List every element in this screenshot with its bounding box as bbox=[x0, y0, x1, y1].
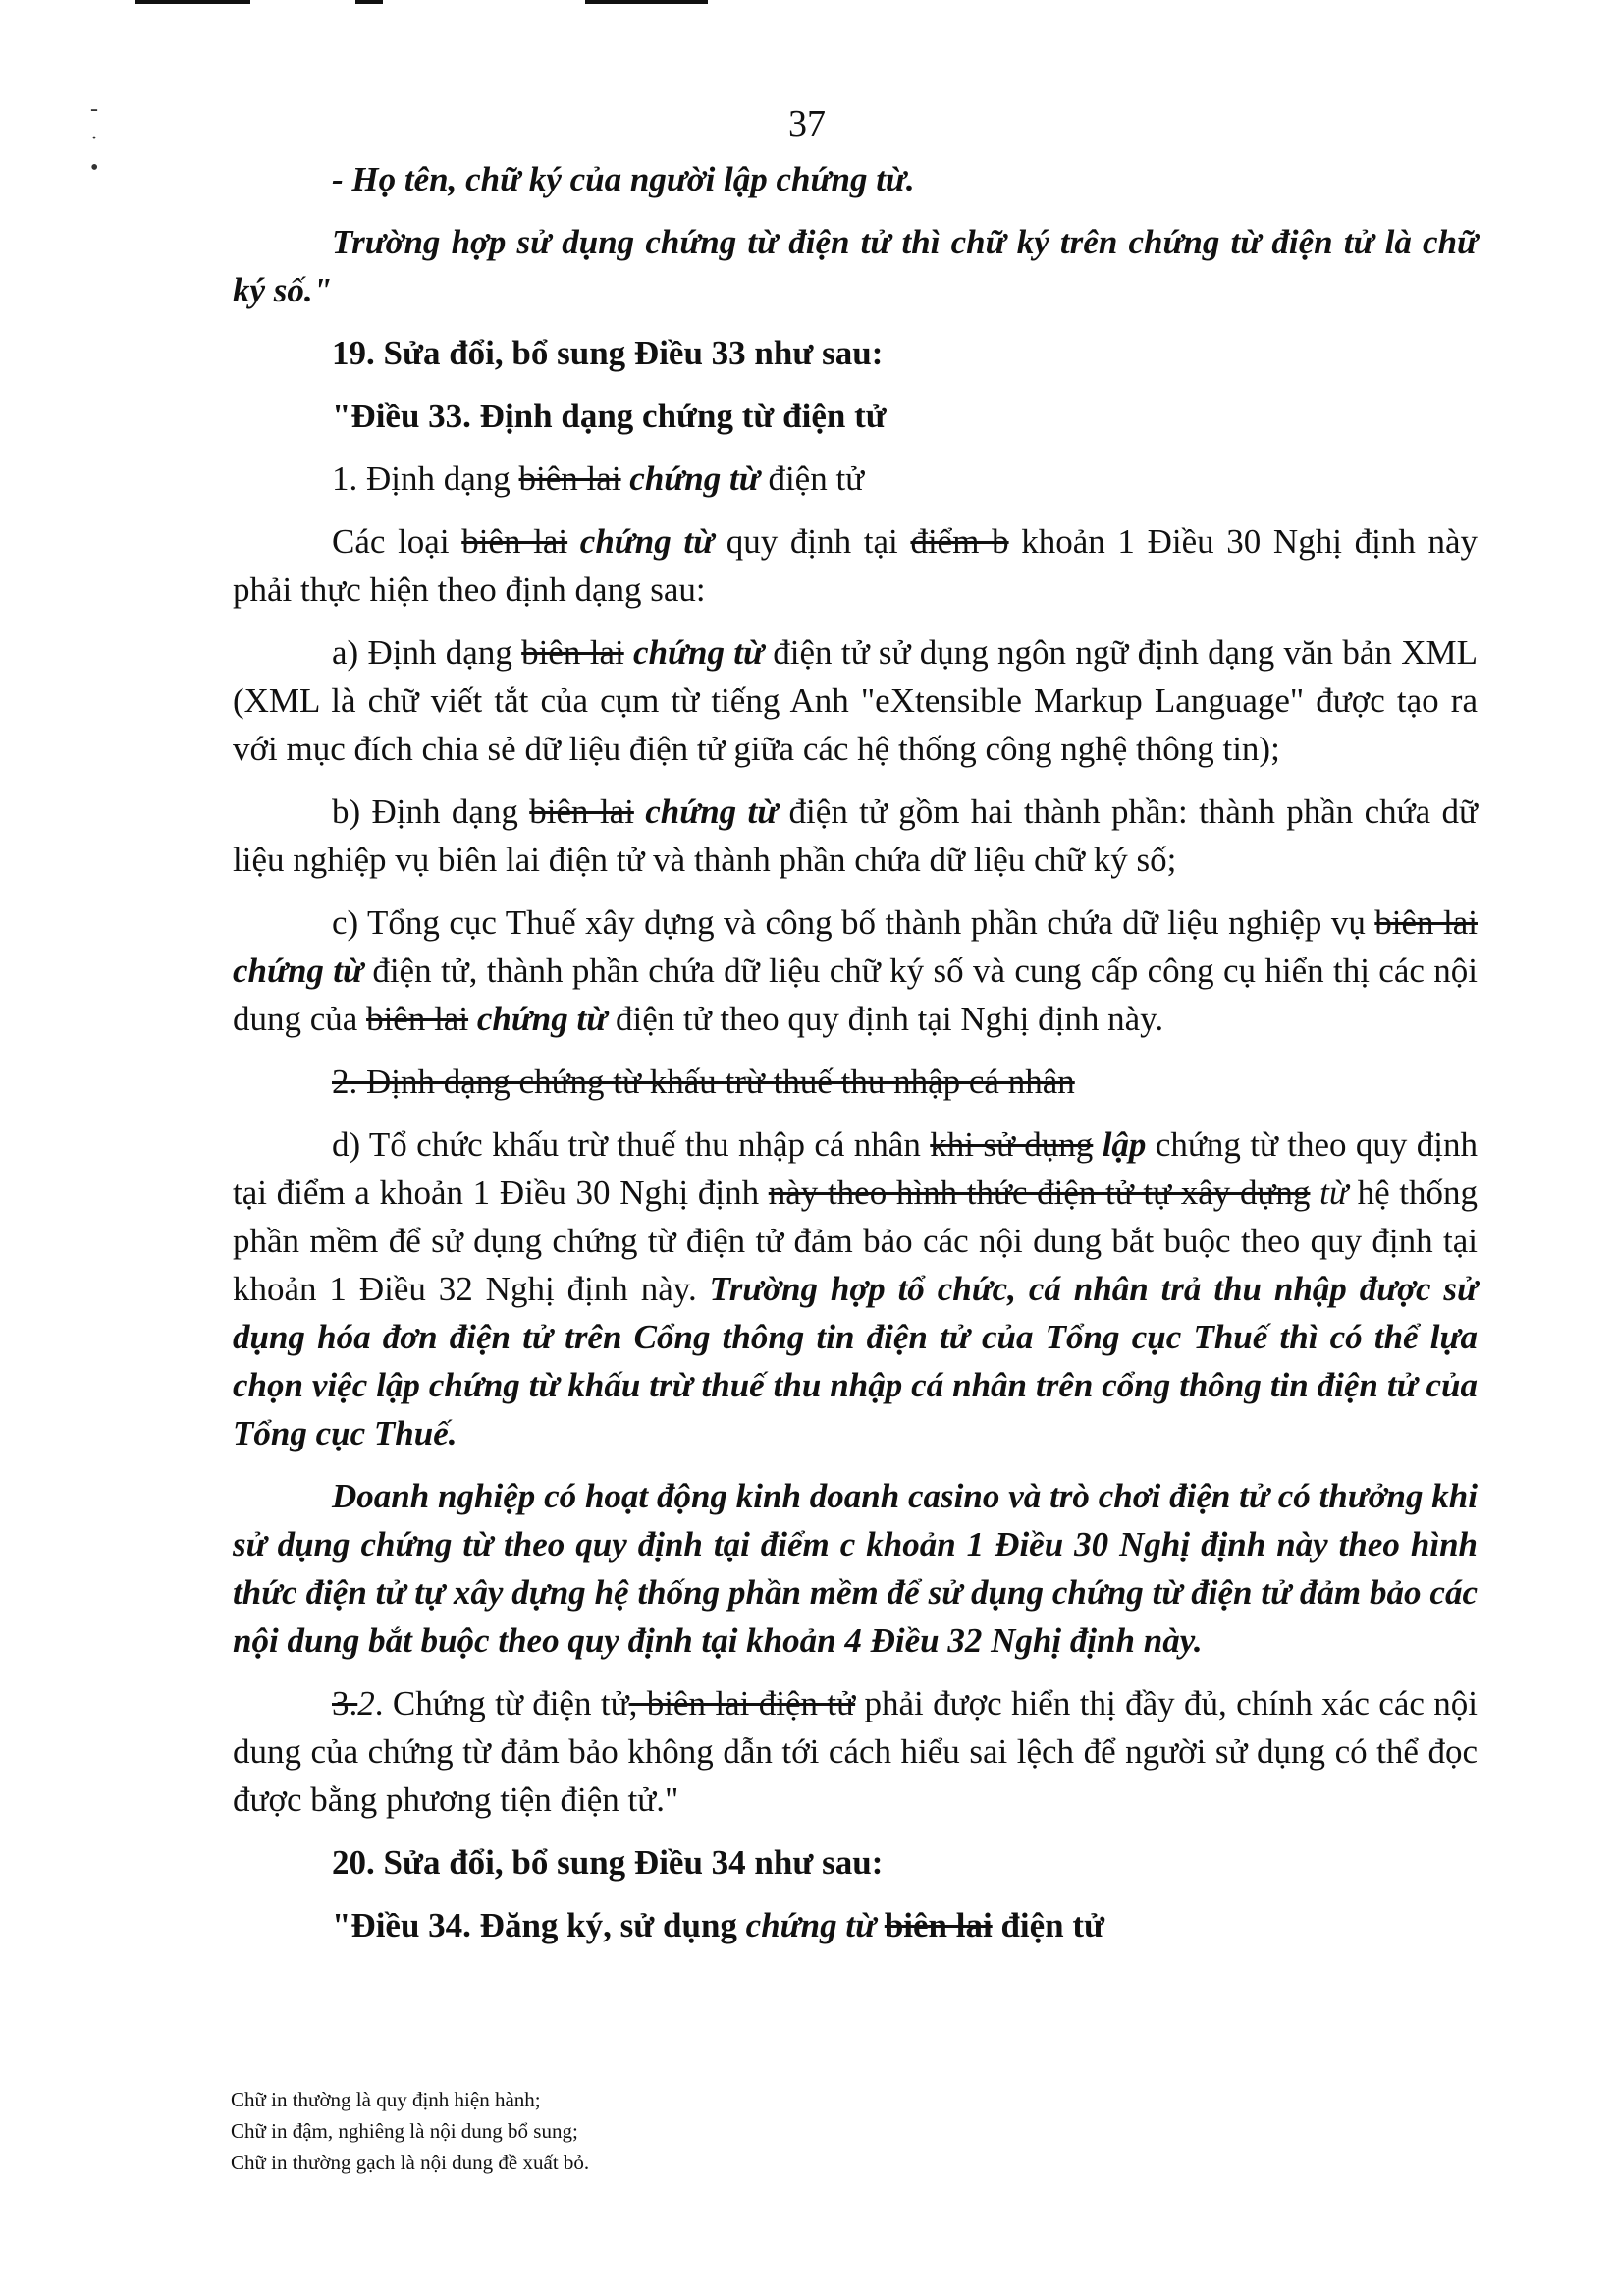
added-text: lập bbox=[1102, 1125, 1147, 1164]
text-run: b) Định dạng bbox=[332, 793, 530, 831]
struck-text: biên lai bbox=[1374, 903, 1478, 942]
text-run: điện tử bbox=[992, 1906, 1105, 1944]
top-rule-3 bbox=[585, 0, 708, 4]
paragraph bbox=[233, 1472, 1478, 1665]
margin-mark: - bbox=[90, 96, 98, 122]
text-run: . Chứng từ điện tử bbox=[374, 1684, 629, 1722]
section-heading bbox=[233, 1838, 1478, 1886]
document-body bbox=[233, 155, 1478, 1964]
legend-item-added: Chữ in đậm, nghiêng là nội dung bổ sung; bbox=[231, 2119, 578, 2143]
text-run bbox=[876, 1906, 885, 1944]
legend bbox=[231, 2084, 589, 2178]
text-run: điện tử bbox=[759, 460, 865, 498]
struck-text: , biên lai điện tử bbox=[628, 1684, 856, 1722]
added-text: Trường hợp tổ chức, cá nhân trả thu nhập được sử dụng hóa đơn điện tử trên Cổng thông tin điện tử của Tổng cục Thuế thì có thể lựa chọn việc lập chứng từ khấu trừ thuế thu nhập cá nhân trên cổng thông tin điện tử của Tổng cục Thuế. bbox=[233, 1270, 1478, 1452]
paragraph bbox=[233, 155, 1478, 203]
text-run: Các loại bbox=[332, 522, 462, 561]
struck-text: biên lai bbox=[518, 460, 621, 498]
paragraph bbox=[233, 455, 1478, 503]
paragraph bbox=[233, 788, 1478, 884]
legend-item-current: Chữ in thường là quy định hiện hành; bbox=[231, 2088, 541, 2111]
paragraph bbox=[233, 518, 1478, 614]
text-run: quy định tại bbox=[714, 522, 911, 561]
added-text: chứng từ bbox=[476, 1000, 608, 1038]
struck-text: biên lai bbox=[521, 633, 624, 672]
paragraph bbox=[233, 1058, 1478, 1106]
margin-mark: • bbox=[90, 155, 99, 181]
legend-item-removed: Chữ in thường gạch là nội dung đề xuất bỏ. bbox=[231, 2151, 590, 2174]
added-text: chứng từ bbox=[579, 522, 715, 561]
added-text: Doanh nghiệp có hoạt động kinh doanh casino và trò chơi điện tử có thưởng khi sử dụng chứng từ theo quy định tại điểm c khoản 1 Điều 30 Nghị định này theo hình thức điện tử tự xây dựng hệ thống phần mềm để sử dụng chứng từ điện tử đảm bảo các nội dung bắt buộc theo quy định tại khoản 4 Điều 32 Nghị định này. bbox=[233, 1477, 1478, 1660]
paragraph bbox=[233, 1121, 1478, 1457]
text-run: khoản 1 Điều 30 Nghị định này phải thực hiện theo định dạng sau: bbox=[233, 522, 1479, 609]
added-text: chứng từ bbox=[645, 793, 779, 831]
top-rule-1 bbox=[134, 0, 250, 4]
paragraph bbox=[233, 899, 1478, 1043]
added-text: - Họ tên, chữ ký của người lập chứng từ. bbox=[332, 160, 915, 198]
section-heading bbox=[233, 392, 1478, 440]
text-run: 19. Sửa đổi, bổ sung Điều 33 như sau: bbox=[332, 334, 884, 372]
struck-text: biên lai bbox=[366, 1000, 469, 1038]
section-heading bbox=[233, 1901, 1478, 1949]
text-run bbox=[634, 793, 645, 831]
text-run bbox=[624, 633, 633, 672]
paragraph bbox=[233, 1679, 1478, 1824]
top-rule-2 bbox=[355, 0, 383, 4]
text-run: điện tử theo quy định tại Nghị định này. bbox=[607, 1000, 1164, 1038]
section-heading bbox=[233, 329, 1478, 377]
text-run: d) Tổ chức khấu trừ thuế thu nhập cá nhân bbox=[332, 1125, 931, 1164]
added-text: chứng từ bbox=[233, 952, 363, 990]
text-run bbox=[567, 522, 580, 561]
text-run: điện tử, thành phần chứa dữ liệu chữ ký số và cung cấp công cụ hiển thị các nội dung của bbox=[233, 952, 1478, 1038]
text-run: hệ thống phần mềm để sử dụng chứng từ điện tử đảm bảo các nội dung bắt buộc theo quy định tại khoản 1 Điều 32 Nghị định này. bbox=[233, 1174, 1479, 1308]
struck-text: biên lai bbox=[529, 793, 634, 831]
struck-text: điểm b bbox=[910, 522, 1009, 561]
added-text: chứng từ bbox=[629, 460, 760, 498]
text-run: "Điều 33. Định dạng chứng từ điện tử bbox=[332, 397, 887, 435]
text-run bbox=[1093, 1125, 1102, 1164]
text-run: từ bbox=[1319, 1174, 1348, 1212]
struck-text: này theo hình thức điện tử tự xây dựng bbox=[768, 1174, 1311, 1212]
added-text: chứng từ bbox=[633, 633, 764, 672]
margin-mark: · bbox=[90, 126, 98, 151]
page-number: 37 bbox=[788, 103, 826, 144]
struck-text: khi sử dụng bbox=[930, 1125, 1094, 1164]
text-run bbox=[621, 460, 630, 498]
text-run bbox=[468, 1000, 477, 1038]
struck-text: biên lai bbox=[461, 522, 568, 561]
paragraph bbox=[233, 629, 1478, 773]
text-run: điện tử gồm hai thành phần: thành phần chứa dữ liệu nghiệp vụ biên lai điện tử và thành phần chứa dữ liệu chữ ký số; bbox=[233, 793, 1478, 879]
text-run: "Điều 34. Đăng ký, sử dụng bbox=[332, 1906, 746, 1944]
text-run: 1. Định dạng bbox=[332, 460, 519, 498]
struck-text: 3. bbox=[332, 1684, 358, 1722]
text-run: 2 bbox=[357, 1684, 375, 1722]
struck-text: biên lai bbox=[884, 1906, 993, 1944]
added-text: Trường hợp sử dụng chứng từ điện tử thì chữ ký trên chứng từ điện tử là chữ ký số." bbox=[233, 223, 1478, 309]
struck-text: 2. Định dạng chứng từ khấu trừ thuế thu nhập cá nhân bbox=[332, 1063, 1075, 1101]
text-run: a) Định dạng bbox=[332, 633, 522, 672]
text-run: chứng từ bbox=[745, 1906, 877, 1944]
text-run: c) Tổng cục Thuế xây dựng và công bố thành phần chứa dữ liệu nghiệp vụ bbox=[332, 903, 1375, 942]
text-run: 20. Sửa đổi, bổ sung Điều 34 như sau: bbox=[332, 1843, 884, 1882]
text-run: phải được hiển thị đầy đủ, chính xác các nội dung của chứng từ đảm bảo không dẫn tới cách hiểu sai lệch để người sử dụng có thể đọc được bằng phương tiện điện tử." bbox=[233, 1684, 1479, 1819]
text-run bbox=[1310, 1174, 1319, 1212]
text-run: chứng từ theo quy định tại điểm a khoản 1 Điều 30 Nghị định bbox=[233, 1125, 1479, 1212]
paragraph bbox=[233, 218, 1478, 314]
text-run: điện tử sử dụng ngôn ngữ định dạng văn bản XML (XML là chữ viết tắt của cụm từ tiếng Anh "eXtensible Markup Language" được tạo ra với mục đích chia sẻ dữ liệu điện tử giữa các hệ thống công nghệ thông tin); bbox=[233, 633, 1478, 768]
